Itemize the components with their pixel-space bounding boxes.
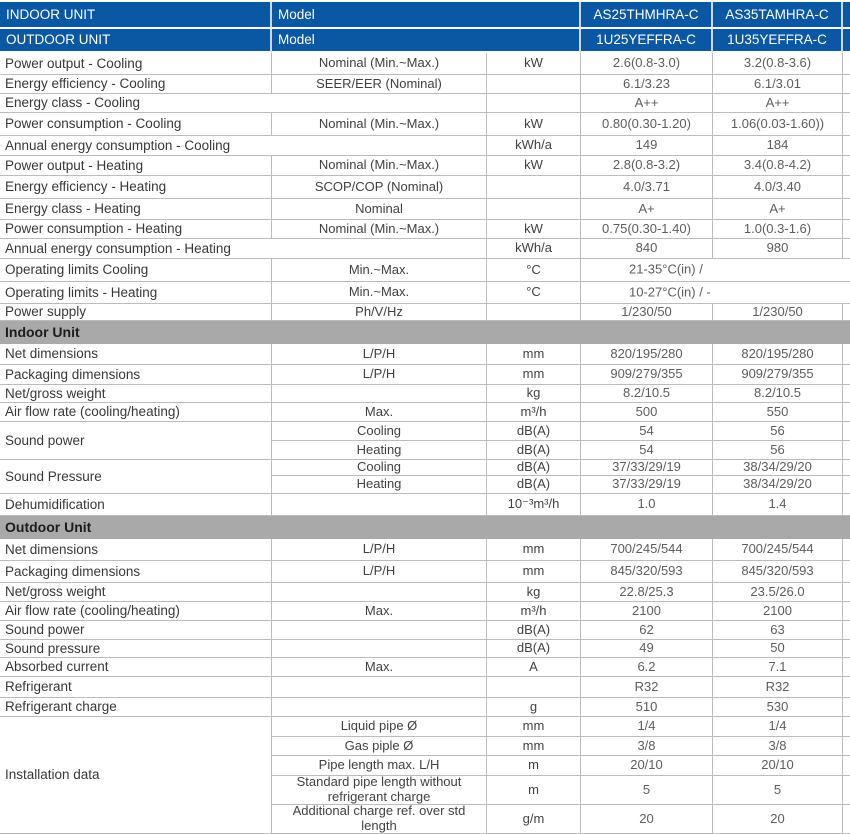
spec-condition: Max. [272, 602, 487, 621]
table-edge-cell [843, 422, 850, 441]
spec-value-model1: 0.80(0.30-1.20) [581, 113, 713, 136]
spec-label: Energy efficiency - Cooling [0, 75, 272, 94]
spec-condition [272, 494, 487, 516]
spec-label: Energy class - Cooling [0, 94, 487, 113]
spec-unit: kg [487, 583, 581, 602]
table-edge-cell [843, 403, 850, 422]
spec-unit: kW [487, 156, 581, 176]
table-edge-cell [843, 776, 850, 805]
spec-unit: kW [487, 53, 581, 75]
spec-value-model2: 56 [713, 441, 843, 460]
table-edge-cell [843, 344, 850, 365]
spec-unit: 10⁻³m³/h [487, 494, 581, 516]
spec-unit: m [487, 776, 581, 805]
spec-value-model1: 54 [581, 441, 713, 460]
table-edge-cell [843, 658, 850, 677]
spec-value-model2: 700/245/544 [713, 539, 843, 561]
spec-value-model2: 4.0/3.40 [713, 176, 843, 199]
spec-unit: dB(A) [487, 422, 581, 441]
spec-value-model2: A++ [713, 94, 843, 113]
spec-value-model2: 63 [713, 621, 843, 640]
spec-label: Absorbed current [0, 658, 272, 677]
spec-label: Operating limits - Heating [0, 282, 272, 304]
spec-condition: Nominal (Min.~Max.) [272, 53, 487, 75]
spec-condition: L/P/H [272, 561, 487, 583]
spec-unit: °C [487, 282, 581, 304]
table-edge-cell [843, 199, 850, 220]
spec-value-model2: 38/34/29/20 [713, 460, 843, 476]
model-column-header: Model [272, 29, 581, 53]
spec-label: Operating limits Cooling [0, 259, 272, 282]
spec-value-model2: 909/279/355 [713, 365, 843, 385]
spec-unit: mm [487, 365, 581, 385]
spec-label: Air flow rate (cooling/heating) [0, 403, 272, 422]
spec-label: Annual energy consumption - Heating [0, 239, 487, 259]
spec-value-model1: 2.8(0.8-3.2) [581, 156, 713, 176]
spec-unit: m [487, 756, 581, 776]
spec-value-model1: 22.8/25.3 [581, 583, 713, 602]
spec-value-model2: 2100 [713, 602, 843, 621]
spec-condition: Nominal (Min.~Max.) [272, 156, 487, 176]
spec-unit: dB(A) [487, 476, 581, 494]
spec-condition: Min.~Max. [272, 282, 487, 304]
spec-label: Packaging dimensions [0, 561, 272, 583]
spec-unit [487, 75, 581, 94]
table-edge-cell [843, 539, 850, 561]
spec-value-model2: 8.2/10.5 [713, 385, 843, 403]
table-edge-cell [843, 239, 850, 259]
spec-value-model2: 980 [713, 239, 843, 259]
table-edge-cell [843, 494, 850, 516]
spec-value-model2: 1.0(0.3-1.6) [713, 220, 843, 239]
spec-condition: Ph/V/Hz [272, 304, 487, 321]
table-edge-cell [843, 365, 850, 385]
spec-label: Dehumidification [0, 494, 272, 516]
spec-value-model1: 3/8 [581, 737, 713, 756]
spec-value-model1: R32 [581, 677, 713, 698]
spec-value-model2: 50 [713, 640, 843, 658]
spec-unit: m³/h [487, 602, 581, 621]
table-edge-cell [843, 113, 850, 136]
spec-label: Energy efficiency - Heating [0, 176, 272, 199]
spec-value-model2: 1/4 [713, 717, 843, 737]
spec-value-model1: 1/4 [581, 717, 713, 737]
spec-value-model1: 510 [581, 698, 713, 717]
spec-label: Sound Pressure [0, 460, 272, 494]
spec-label: Air flow rate (cooling/heating) [0, 602, 272, 621]
table-edge-cell [843, 304, 850, 321]
spec-value-model2: 56 [713, 422, 843, 441]
spec-condition: Heating [272, 441, 487, 460]
spec-value-model2: 1/230/50 [713, 304, 843, 321]
spec-value-model2: 20/10 [713, 756, 843, 776]
operating-limits-cooling-value [581, 259, 850, 282]
spec-unit [487, 176, 581, 199]
table-edge-cell [843, 698, 850, 717]
table-edge-cell [843, 717, 850, 737]
spec-label: Sound pressure [0, 640, 272, 658]
table-edge-cell [843, 2, 850, 29]
spec-condition: Cooling [272, 422, 487, 441]
outdoor-model2-name: 1U35YEFFRA-C [713, 29, 843, 53]
spec-unit [487, 94, 581, 113]
spec-unit: kg [487, 385, 581, 403]
spec-label: Packaging dimensions [0, 365, 272, 385]
spec-value-model1: 820/195/280 [581, 344, 713, 365]
spec-label: Sound power [0, 621, 272, 640]
spec-value-model1: 20/10 [581, 756, 713, 776]
spec-unit: g [487, 698, 581, 717]
spec-value-model1: A++ [581, 94, 713, 113]
table-edge-cell [843, 583, 850, 602]
spec-value-model1: 20 [581, 805, 713, 834]
spec-value-model1: 909/279/355 [581, 365, 713, 385]
spec-value-model1: 1/230/50 [581, 304, 713, 321]
spec-value-model1: 8.2/10.5 [581, 385, 713, 403]
spec-unit: mm [487, 717, 581, 737]
spec-value-model1: 62 [581, 621, 713, 640]
section-header-indoor-unit: Indoor Unit [0, 321, 850, 344]
spec-unit: m³/h [487, 403, 581, 422]
table-edge-cell [843, 29, 850, 53]
spec-value-model2: 1.06(0.03-1.60)) [713, 113, 843, 136]
spec-unit: dB(A) [487, 460, 581, 476]
spec-value-model2: 1.4 [713, 494, 843, 516]
table-edge-cell [843, 176, 850, 199]
spec-value-model1: 845/320/593 [581, 561, 713, 583]
spec-label: Net dimensions [0, 539, 272, 561]
table-edge-cell [843, 602, 850, 621]
spec-value-model2: 845/320/593 [713, 561, 843, 583]
spec-value-model1: 6.1/3.23 [581, 75, 713, 94]
outdoor-model1-name: 1U25YEFFRA-C [581, 29, 713, 53]
spec-label: Refrigerant charge [0, 698, 272, 717]
spec-unit: °C [487, 259, 581, 282]
spec-value-model2: 3/8 [713, 737, 843, 756]
spec-condition: L/P/H [272, 539, 487, 561]
operating-limits-cooling-value-text: 21-35°C(in) / [629, 261, 703, 277]
spec-label: Power output - Cooling [0, 53, 272, 75]
spec-unit: dB(A) [487, 441, 581, 460]
spec-condition [272, 385, 487, 403]
spec-label: Net/gross weight [0, 385, 272, 403]
spec-condition: Gas piple Ø [272, 737, 487, 756]
spec-condition: Liquid pipe Ø [272, 717, 487, 737]
table-edge-cell [843, 756, 850, 776]
spec-unit: mm [487, 539, 581, 561]
table-edge-cell [843, 136, 850, 156]
table-edge-cell [843, 460, 850, 476]
spec-label: Power supply [0, 304, 272, 321]
table-edge-cell [843, 640, 850, 658]
operating-limits-heating-value [581, 282, 850, 304]
spec-value-model2: 20 [713, 805, 843, 834]
spec-unit: mm [487, 344, 581, 365]
table-edge-cell [843, 220, 850, 239]
spec-condition: Nominal (Min.~Max.) [272, 113, 487, 136]
spec-unit [487, 304, 581, 321]
spec-value-model2: R32 [713, 677, 843, 698]
spec-condition: Cooling [272, 460, 487, 476]
table-edge-cell [843, 441, 850, 460]
spec-unit: kW [487, 113, 581, 136]
spec-unit: kWh/a [487, 136, 581, 156]
spec-value-model1: 149 [581, 136, 713, 156]
spec-label: Energy class - Heating [0, 199, 272, 220]
table-edge-cell [843, 75, 850, 94]
spec-unit: g/m [487, 805, 581, 834]
spec-condition: Nominal (Min.~Max.) [272, 220, 487, 239]
spec-label: Net dimensions [0, 344, 272, 365]
table-edge-cell [843, 561, 850, 583]
spec-value-model2: A+ [713, 199, 843, 220]
spec-label: Annual energy consumption - Cooling [0, 136, 487, 156]
spec-condition: Heating [272, 476, 487, 494]
spec-label: Installation data [0, 717, 272, 834]
section-header-outdoor-unit: Outdoor Unit [0, 516, 850, 539]
spec-value-model1: 0.75(0.30-1.40) [581, 220, 713, 239]
spec-value-model2: 6.1/3.01 [713, 75, 843, 94]
spec-value-model1: 4.0/3.71 [581, 176, 713, 199]
spec-condition: L/P/H [272, 344, 487, 365]
spec-value-model1: 840 [581, 239, 713, 259]
spec-value-model2: 38/34/29/20 [713, 476, 843, 494]
model-column-header: Model [272, 2, 581, 29]
spec-unit: mm [487, 737, 581, 756]
spec-unit: dB(A) [487, 640, 581, 658]
table-edge-cell [843, 805, 850, 834]
spec-condition [272, 698, 487, 717]
operating-limits-heating-value-text: 10-27°C(in) / - [629, 284, 711, 300]
spec-condition: SEER/EER (Nominal) [272, 75, 487, 94]
spec-condition: Min.~Max. [272, 259, 487, 282]
spec-condition: Nominal [272, 199, 487, 220]
spec-unit: A [487, 658, 581, 677]
spec-value-model2: 184 [713, 136, 843, 156]
spec-condition: Standard pipe length without refrigerant charge [272, 776, 487, 805]
spec-unit [487, 677, 581, 698]
spec-label: Sound power [0, 422, 272, 460]
spec-value-model2: 820/195/280 [713, 344, 843, 365]
spec-value-model1: 6.2 [581, 658, 713, 677]
spec-value-model1: 500 [581, 403, 713, 422]
spec-unit: kW [487, 220, 581, 239]
spec-value-model1: 54 [581, 422, 713, 441]
spec-value-model1: 1.0 [581, 494, 713, 516]
table-edge-cell [843, 476, 850, 494]
spec-label: Power consumption - Cooling [0, 113, 272, 136]
spec-value-model1: 49 [581, 640, 713, 658]
spec-label: Power consumption - Heating [0, 220, 272, 239]
spec-condition: Additional charge ref. over std length [272, 805, 487, 834]
spec-value-model2: 5 [713, 776, 843, 805]
spec-condition: Max. [272, 658, 487, 677]
outdoor-unit-header: OUTDOOR UNIT [0, 29, 272, 53]
spec-value-model2: 7.1 [713, 658, 843, 677]
table-edge-cell [843, 156, 850, 176]
spec-unit: mm [487, 561, 581, 583]
spec-unit: dB(A) [487, 621, 581, 640]
spec-value-model2: 3.2(0.8-3.6) [713, 53, 843, 75]
spec-value-model2: 550 [713, 403, 843, 422]
indoor-model1-name: AS25THMHRA-C [581, 2, 713, 29]
table-edge-cell [843, 677, 850, 698]
table-edge-cell [843, 621, 850, 640]
spec-value-model1: 700/245/544 [581, 539, 713, 561]
spec-value-model1: A+ [581, 199, 713, 220]
spec-value-model1: 5 [581, 776, 713, 805]
spec-condition [272, 677, 487, 698]
spec-value-model1: 2.6(0.8-3.0) [581, 53, 713, 75]
spec-value-model1: 37/33/29/19 [581, 460, 713, 476]
indoor-unit-header: INDOOR UNIT [0, 2, 272, 29]
table-edge-cell [843, 385, 850, 403]
table-edge-cell [843, 737, 850, 756]
indoor-model2-name: AS35TAMHRA-C [713, 2, 843, 29]
spec-condition [272, 621, 487, 640]
spec-label: Refrigerant [0, 677, 272, 698]
spec-value-model2: 530 [713, 698, 843, 717]
spec-condition: Pipe length max. L/H [272, 756, 487, 776]
spec-value-model2: 23.5/26.0 [713, 583, 843, 602]
spec-value-model2: 3.4(0.8-4.2) [713, 156, 843, 176]
spec-value-model1: 2100 [581, 602, 713, 621]
table-edge-cell [843, 94, 850, 113]
spec-label: Net/gross weight [0, 583, 272, 602]
spec-unit: kWh/a [487, 239, 581, 259]
spec-condition [272, 583, 487, 602]
spec-condition [272, 640, 487, 658]
table-edge-cell [843, 53, 850, 75]
spec-value-model1: 37/33/29/19 [581, 476, 713, 494]
spec-condition: L/P/H [272, 365, 487, 385]
spec-unit [487, 199, 581, 220]
spec-label: Power output - Heating [0, 156, 272, 176]
spec-condition: Max. [272, 403, 487, 422]
spec-condition: SCOP/COP (Nominal) [272, 176, 487, 199]
